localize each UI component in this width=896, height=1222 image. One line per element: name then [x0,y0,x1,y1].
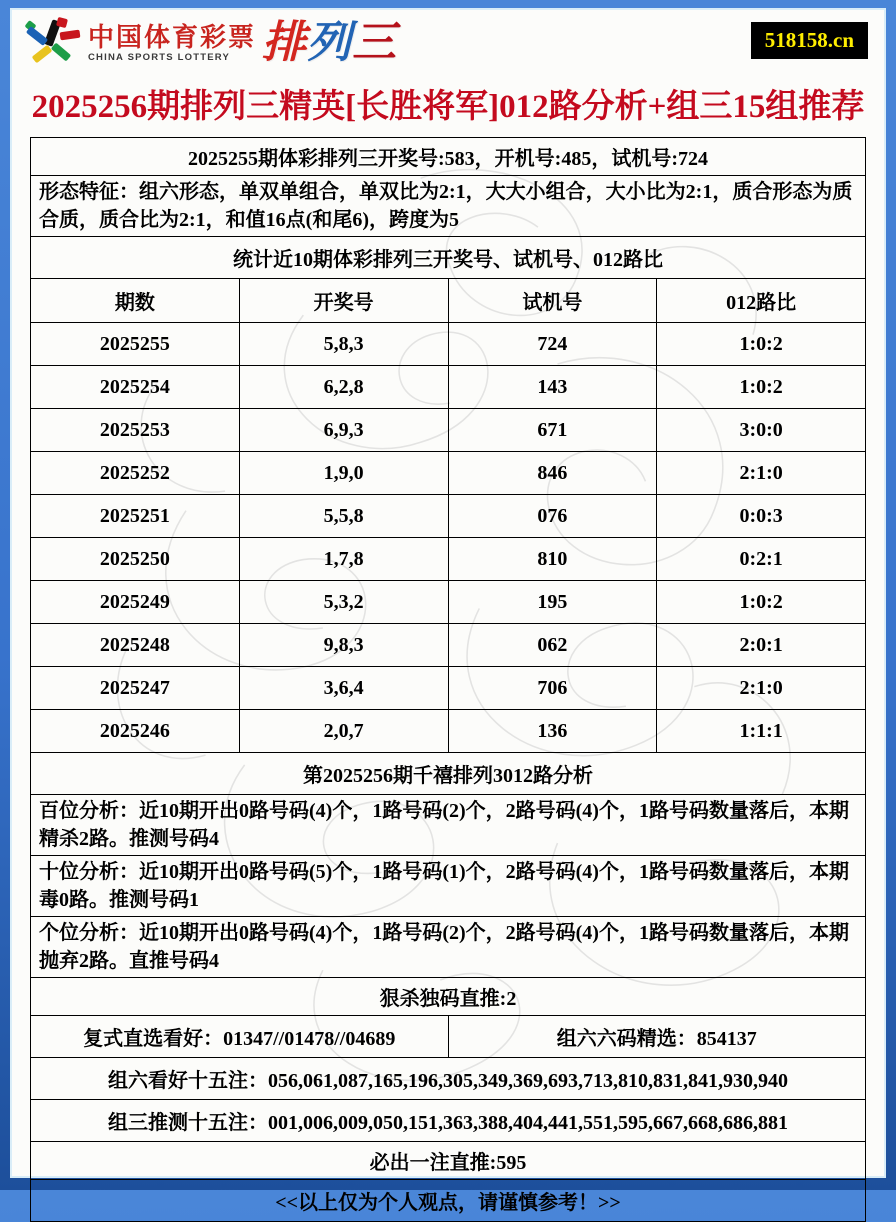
table-cell: 9,8,3 [239,624,448,667]
table-cell: 143 [448,366,657,409]
table-cell: 1:1:1 [657,710,866,753]
table-cell: 136 [448,710,657,753]
col-header-period: 期数 [31,279,240,323]
table-cell: 2025250 [31,538,240,581]
table-cell: 1:0:2 [657,581,866,624]
disclaimer-row [31,1180,866,1222]
table-cell: 6,2,8 [239,366,448,409]
header [10,8,886,74]
site-badge[interactable]: 518158.cn [751,22,868,59]
table-cell: 195 [448,581,657,624]
table-cell: 2025251 [31,495,240,538]
table-cell: 3:0:0 [657,409,866,452]
table-cell: 2025246 [31,710,240,753]
must-hit-row [31,1142,866,1180]
table-cell: 846 [448,452,657,495]
table-cell: 2025249 [31,581,240,624]
analysis-title: 第2025256期千禧排列3012路分析 [31,753,866,795]
table-cell: 3,6,4 [239,667,448,710]
tens-analysis: 十位分析：近10期开出0路号码(5)个，1路号码(1)个，2路号码(4)个，1路号码数量落后，本期毒0路。推测号码1 [31,856,866,917]
table-cell: 2025255 [31,323,240,366]
table-cell: 062 [448,624,657,667]
units-analysis-row [31,917,866,978]
pattern-features: 形态特征：组六形态，单双单组合，单双比为2:1，大大小组合，大小比为2:1，质合形态为质合质，质合比为2:1，和值16点(和尾6)，跨度为5 [31,176,866,237]
analysis-title-row [31,753,866,795]
group6-six-pick: 组六六码精选：854137 [448,1016,866,1058]
table-cell: 2025252 [31,452,240,495]
table-row [31,710,866,753]
table-cell: 1:0:2 [657,323,866,366]
stats-table-body [31,323,866,753]
table-cell: 0:0:3 [657,495,866,538]
logo-cn-text: 中国体育彩票 [88,21,257,52]
col-header-draw-number: 开奖号 [239,279,448,323]
must-hit-pick: 必出一注直推:595 [31,1142,866,1180]
table-cell: 1:0:2 [657,366,866,409]
page-title: 2025256期排列三精英[长胜将军]012路分析+组三15组推荐 [31,89,865,125]
table-cell: 2025248 [31,624,240,667]
table-cell: 1,9,0 [239,452,448,495]
product-char-2: 列 [307,18,353,67]
logo-text [88,21,257,63]
col-header-test-number: 试机号 [448,279,657,323]
table-cell: 0:2:1 [657,538,866,581]
hundreds-analysis-row [31,795,866,856]
table-cell: 5,8,3 [239,323,448,366]
page-frame [10,8,886,1214]
table-cell: 2025247 [31,667,240,710]
group6-15-picks: 组六看好十五注：056,061,087,165,196,305,349,369,693,713,810,831,841,930,940 [31,1058,866,1100]
hundreds-analysis: 百位分析：近10期开出0路号码(4)个，1路号码(2)个，2路号码(4)个，1路号码数量落后，本期精杀2路。推测号码4 [31,795,866,856]
logo-en-text: CHINA SPORTS LOTTERY [88,51,231,63]
table-row [31,538,866,581]
table-cell: 2:1:0 [657,667,866,710]
table-cell: 2:1:0 [657,452,866,495]
table-row [31,667,866,710]
table-cell: 2025253 [31,409,240,452]
main-table [30,137,866,1222]
kill-single-pick: 狠杀独码直推:2 [31,978,866,1016]
last-draw-row [31,138,866,176]
table-cell: 2,0,7 [239,710,448,753]
table-cell: 2:0:1 [657,624,866,667]
col-header-012-ratio: 012路比 [657,279,866,323]
table-row [31,495,866,538]
table-cell: 1,7,8 [239,538,448,581]
disclaimer-text: <<以上仅为个人观点，请谨慎参考！>> [31,1180,866,1222]
stats-header-row [31,279,866,323]
product-char-3: 三 [352,18,398,67]
kill-single-row [31,978,866,1016]
table-cell: 706 [448,667,657,710]
table-row [31,366,866,409]
duplex-direct-pick: 复式直选看好：01347//01478//04689 [31,1016,449,1058]
table-cell: 724 [448,323,657,366]
pattern-row [31,176,866,237]
group6-15-row [31,1058,866,1100]
product-char-1: 排 [262,18,308,67]
stats-title-row [31,237,866,279]
table-row [31,581,866,624]
product-name-pailie3 [262,20,397,66]
table-row [31,624,866,667]
table-row [31,323,866,366]
table-cell: 6,9,3 [239,409,448,452]
table-row [31,409,866,452]
group3-15-row [31,1100,866,1142]
group3-15-picks: 组三推测十五注：001,006,009,050,151,363,388,404,441,551,595,667,668,686,881 [31,1100,866,1142]
table-cell: 076 [448,495,657,538]
lottery-logo-icon [24,18,80,68]
table-cell: 671 [448,409,657,452]
table-row [31,452,866,495]
table-cell: 810 [448,538,657,581]
duplex-row [31,1016,866,1058]
stats-title: 统计近10期体彩排列三开奖号、试机号、012路比 [31,237,866,279]
last-draw-info: 2025255期体彩排列三开奖号:583，开机号:485，试机号:724 [31,138,866,176]
units-analysis: 个位分析：近10期开出0路号码(4)个，1路号码(2)个，2路号码(4)个，1路号码数量落后，本期抛弃2路。直推号码4 [31,917,866,978]
table-cell: 5,3,2 [239,581,448,624]
china-sports-lottery-logo [24,18,397,68]
table-cell: 5,5,8 [239,495,448,538]
tens-analysis-row [31,856,866,917]
table-cell: 2025254 [31,366,240,409]
